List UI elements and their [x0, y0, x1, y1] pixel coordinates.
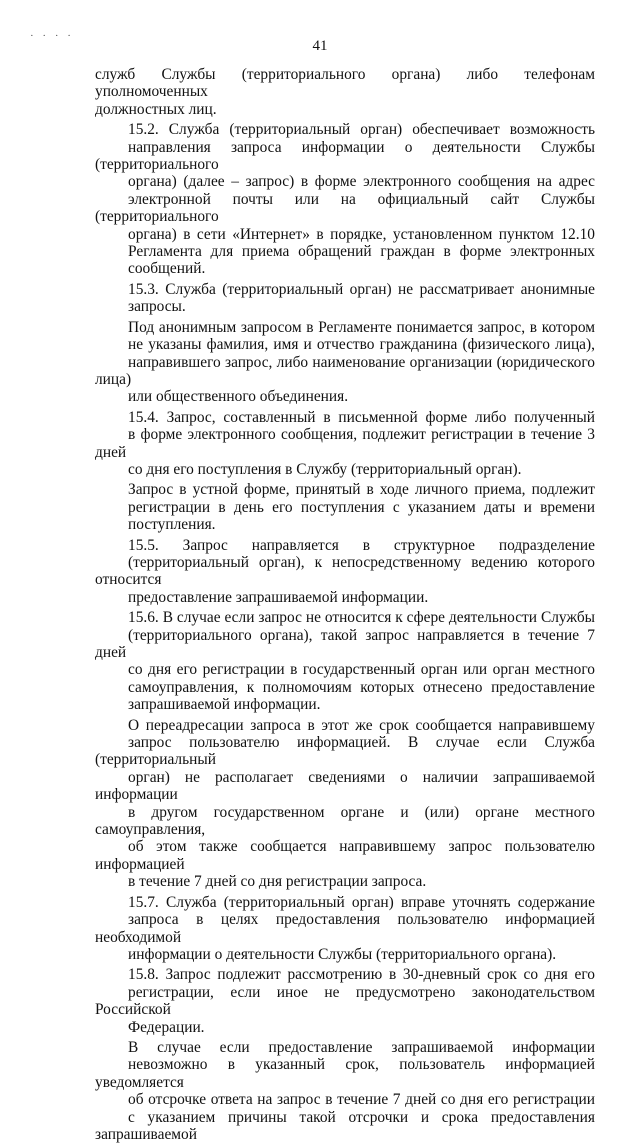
page-number: 41 [312, 38, 328, 54]
paragraph [95, 481, 595, 533]
paragraph [95, 609, 595, 713]
paragraph [95, 121, 595, 278]
text-line: об отсрочке ответа на запрос в течение 7 дней со дня его регистрации [128, 1091, 595, 1109]
text-line: поступления. [128, 516, 216, 534]
text-line: 15.3. Служба (территориальный орган) не рассматривает анонимные [128, 280, 595, 298]
scan-corner-mark: · · · · [30, 30, 74, 42]
paragraph [95, 1039, 595, 1143]
text-line: 15.7. Служба (территориальный орган) вправе уточнять содержание [128, 893, 595, 911]
text-line: сообщений. [128, 260, 206, 278]
paragraph [95, 717, 595, 891]
text-line: должностных лиц. [95, 100, 217, 118]
text-line: (территориальный орган), к непосредственному ведению которого относится [95, 553, 595, 589]
paragraph [95, 319, 595, 406]
text-line: со дня его регистрации в государственный орган или орган местного [128, 661, 595, 679]
text-line: 15.5. Запрос направляется в структурное подразделение [128, 536, 595, 554]
text-line: (территориального органа), такой запрос направляется в течение 7 дней [95, 626, 595, 661]
text-line: в форме электронного сообщения, подлежит регистрации в течение 3 дней [95, 426, 595, 461]
text-line: направления запроса информации о деятельности Службы (территориального [95, 138, 595, 174]
text-line: запрашиваемой информации. [128, 696, 321, 714]
paragraph [95, 966, 595, 1036]
text-line: органа) в сети «Интернет» в порядке, установленном пунктом 12.10 [128, 225, 595, 243]
document-body [95, 66, 595, 1143]
paragraph [95, 537, 595, 607]
text-line: самоуправления, к полномочиям которых отнесено предоставление [128, 678, 595, 696]
text-line: невозможно в указанный срок, пользователь информацией уведомляется [95, 1056, 595, 1091]
text-line: информации о деятельности Службы (территориального органа). [128, 945, 557, 963]
text-line: В случае если предоставление запрашиваемой информации [128, 1038, 595, 1056]
text-line: в течение 7 дней со дня регистрации запроса. [128, 873, 427, 891]
text-line: служб Службы (территориального органа) либо телефонам уполномоченных [95, 66, 595, 101]
text-line: 15.4. Запрос, составленный в письменной форме либо полученный [128, 408, 595, 426]
text-line: запрос пользователю информацией. В случае если Служба (территориальный [95, 734, 595, 769]
text-line: запроса в целях предоставления пользователю информацией необходимой [95, 911, 595, 946]
text-line: регистрации, если иное не предусмотрено законодательством Российской [95, 983, 595, 1019]
paragraph [95, 66, 595, 118]
text-line: 15.8. Запрос подлежит рассмотрению в 30-дневный срок со дня его [128, 966, 595, 984]
text-line: Федерации. [128, 1018, 205, 1036]
text-line: не указаны фамилия, имя и отчество гражданина (физического лица), [128, 336, 595, 354]
text-line: Под анонимным запросом в Регламенте понимается запрос, в котором [128, 318, 595, 336]
paragraph [95, 281, 595, 316]
text-line: 15.2. Служба (территориальный орган) обеспечивает возможность [128, 121, 595, 139]
text-line: регистрации в день его поступления с указанием даты и времени [128, 498, 595, 516]
text-line: О переадресации запроса в этот же срок сообщается направившему [128, 716, 595, 734]
text-line: предоставление запрашиваемой информации. [128, 588, 429, 606]
text-line: Регламента для приема обращений граждан в форме электронных [128, 243, 595, 261]
text-line: Запрос в устной форме, принятый в ходе личного приема, подлежит [128, 481, 595, 499]
paragraph [95, 409, 595, 479]
text-line: в другом государственном органе и (или) органе местного самоуправления, [95, 803, 595, 839]
paragraph [95, 894, 595, 964]
text-line: запросы. [128, 298, 186, 316]
text-line: или общественного объединения. [128, 388, 349, 406]
text-line: с указанием причины такой отсрочки и срока предоставления запрашиваемой [95, 1108, 595, 1143]
text-line: со дня его поступления в Службу (территориальный орган). [128, 460, 522, 478]
text-line: электронной почты или на официальный сайт Службы (территориального [95, 190, 595, 226]
text-line: 15.6. В случае если запрос не относится к сфере деятельности Службы [128, 609, 595, 627]
text-line: орган) не располагает сведениями о наличии запрашиваемой информации [95, 768, 595, 804]
text-line: направившего запрос, либо наименование организации (юридического лица) [95, 353, 595, 388]
text-line: об этом также сообщается направившему запрос пользователю информацией [95, 838, 595, 873]
text-line: органа) (далее – запрос) в форме электронного сообщения на адрес [128, 173, 595, 191]
